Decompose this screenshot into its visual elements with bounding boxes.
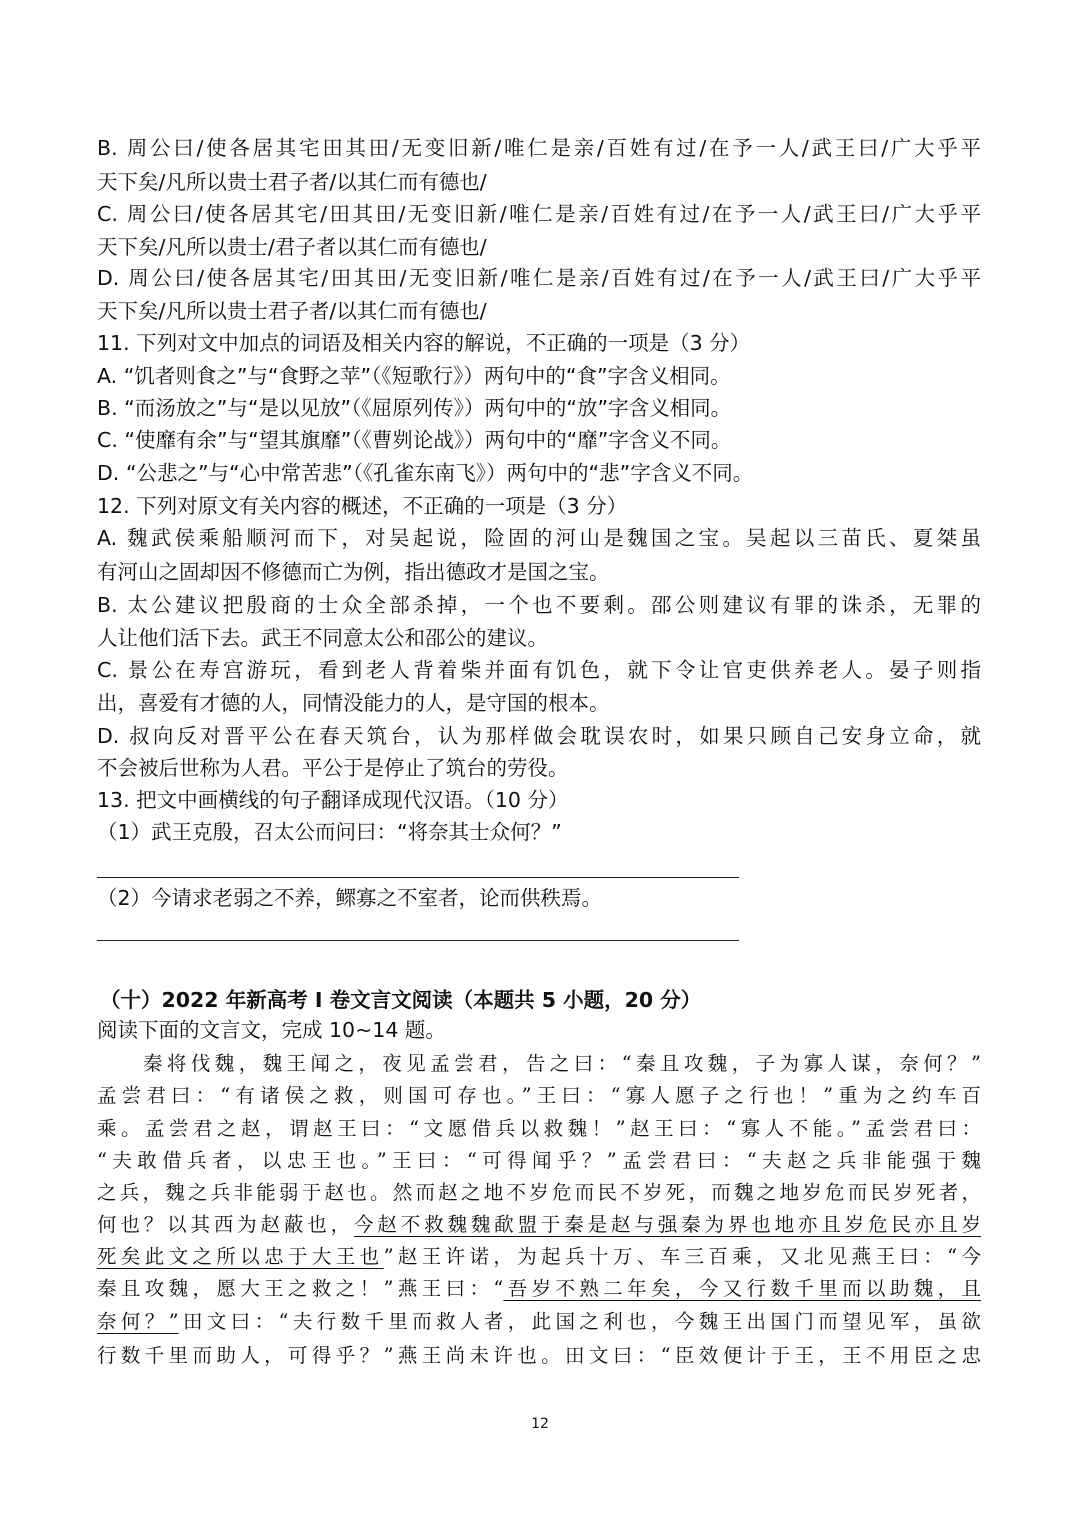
option-c-line1: C. 周公曰/使各居其宅/田其田/无变旧新/唯仁是亲/百姓有过/在予一人/武王曰/广大乎平	[97, 202, 981, 226]
passage-line	[97, 1276, 981, 1302]
option-d-line2: 天下矣/凡所以贵士君子者/以其仁而有德也/	[97, 299, 487, 323]
option-a-line2: 有河山之固却因不修德而亡为例，指出德政才是国之宝。	[97, 560, 610, 584]
question-stem: 13. 把文中画横线的句子翻译成现代汉语。（10 分）	[97, 788, 569, 812]
option-b-line1: B. 太公建议把殷商的士众全部杀掉，一个也不要剩。邵公则建议有罪的诛杀，无罪的	[97, 593, 981, 617]
option-c-line2: 出，喜爱有才德的人，同情没能力的人，是守国的根本。	[97, 691, 610, 715]
question-stem: 12. 下列对原文有关内容的概述，不正确的一项是（3 分）	[97, 494, 628, 518]
sentence-2: （2）今请求老弱之不养，鳏寡之不室者，论而供秩焉。	[97, 886, 603, 910]
option-a-line1: A. 魏武侯乘船顺河而下，对吴起说，险固的河山是魏国之宝。吴起以三苗氏、夏桀虽	[97, 526, 981, 550]
answer-line-1[interactable]	[97, 877, 739, 878]
page-number: 12	[531, 1416, 549, 1432]
option-b-line2: 人让他们活下去。武王不同意太公和邵公的建议。	[97, 626, 548, 650]
passage-line: “夫敢借兵者，以忠王也。”王曰：“可得闻乎？”孟尝君曰：“夫赵之兵非能强于魏	[97, 1149, 981, 1172]
underlined-sentence: 吾岁不熟二年矣，今又行数千里而以助魏，且	[503, 1277, 981, 1300]
passage-line: 秦将伐魏，魏王闻之，夜见孟尝君，告之曰：“秦且攻魏，子为寡人谋，奈何？”	[143, 1052, 981, 1075]
section-instruction: 阅读下面的文言文，完成 10~14 题。	[97, 1018, 446, 1042]
passage-line	[97, 1212, 981, 1238]
passage-line	[97, 1309, 981, 1335]
option-b: B. “而汤放之”与“是以见放”（《屈原列传》）两句中的“放”字含义相同。	[97, 396, 732, 420]
question-stem: 11. 下列对文中加点的词语及相关内容的解说，不正确的一项是（3 分）	[97, 331, 751, 355]
option-d-line1: D. 周公曰/使各居其宅/田其田/无变旧新/唯仁是亲/百姓有过/在予一人/武王曰/广大乎平	[97, 266, 981, 290]
option-c-line2: 天下矣/凡所以贵士/君子者以其仁而有德也/	[97, 235, 487, 259]
option-a: A. “饥者则食之”与“食野之苹”（《短歌行》）两句中的“食”字含义相同。	[97, 364, 731, 388]
option-d: D. “公悲之”与“心中常苦悲”（《孔雀东南飞》）两句中的“悲”字含义不同。	[97, 461, 754, 485]
underlined-sentence: 奈何？”	[97, 1310, 179, 1333]
passage-text: 何也？以其西为赵蔽也，	[97, 1213, 355, 1236]
option-d-line1: D. 叔向反对晋平公在春天筑台，认为那样做会耽误农时，如果只顾自己安身立命，就	[97, 724, 981, 748]
passage-line: 之兵，魏之兵非能弱于赵也。然而赵之地不岁危而民不岁死，而魏之地岁危而民岁死者，	[97, 1181, 981, 1204]
passage-text: 田文曰：“夫行数千里而救人者，此国之利也，今魏王出国门而望见军，虽欲	[178, 1310, 981, 1333]
passage-text: 秦且攻魏，愿大王之救之！”燕王曰：“	[97, 1277, 504, 1300]
passage-line: 孟尝君曰：“有诸侯之救，则国可存也。”王曰：“寡人愿子之行也！”重为之约车百	[97, 1084, 981, 1107]
passage-line: 行数千里而助人，可得乎？”燕王尚未许也。田文曰：“臣效便计于王，王不用臣之忠	[97, 1344, 981, 1367]
sentence-1: （1）武王克殷，召太公而问曰：“将奈其士众何？”	[97, 820, 562, 844]
underlined-sentence: 死矣此文之所以忠于大王也	[97, 1245, 384, 1268]
option-c-line1: C. 景公在寿宫游玩，看到老人背着柴并面有饥色，就下令让官吏供养老人。晏子则指	[97, 658, 981, 682]
option-b-line1: B. 周公曰/使各居其宅田其田/无变旧新/唯仁是亲/百姓有过/在予一人/武王曰/广大乎平	[97, 136, 981, 160]
answer-line-2[interactable]	[97, 940, 739, 941]
passage-line: 乘。孟尝君之赵，谓赵王曰：“文愿借兵以救魏！”赵王曰：“寡人不能。”孟尝君曰：	[97, 1117, 981, 1140]
section-title: （十）2022 年新高考 I 卷文言文阅读（本题共 5 小题，20 分）	[100, 988, 702, 1012]
option-c: C. “使靡有余”与“望其旗靡”（《曹刿论战》）两句中的“靡”字含义不同。	[97, 428, 732, 452]
passage-text: ”赵王许诺，为起兵十万、车三百乘，又北见燕王曰：“今	[383, 1245, 981, 1268]
passage-line	[97, 1244, 981, 1270]
option-d-line2: 不会被后世称为人君。平公于是停止了筑台的劳役。	[97, 756, 569, 780]
underlined-sentence: 今赵不救魏魏歃盟于秦是赵与强秦为界也地亦且岁危民亦且岁	[354, 1213, 981, 1236]
option-b-line2: 天下矣/凡所以贵士君子者/以其仁而有德也/	[97, 170, 487, 194]
